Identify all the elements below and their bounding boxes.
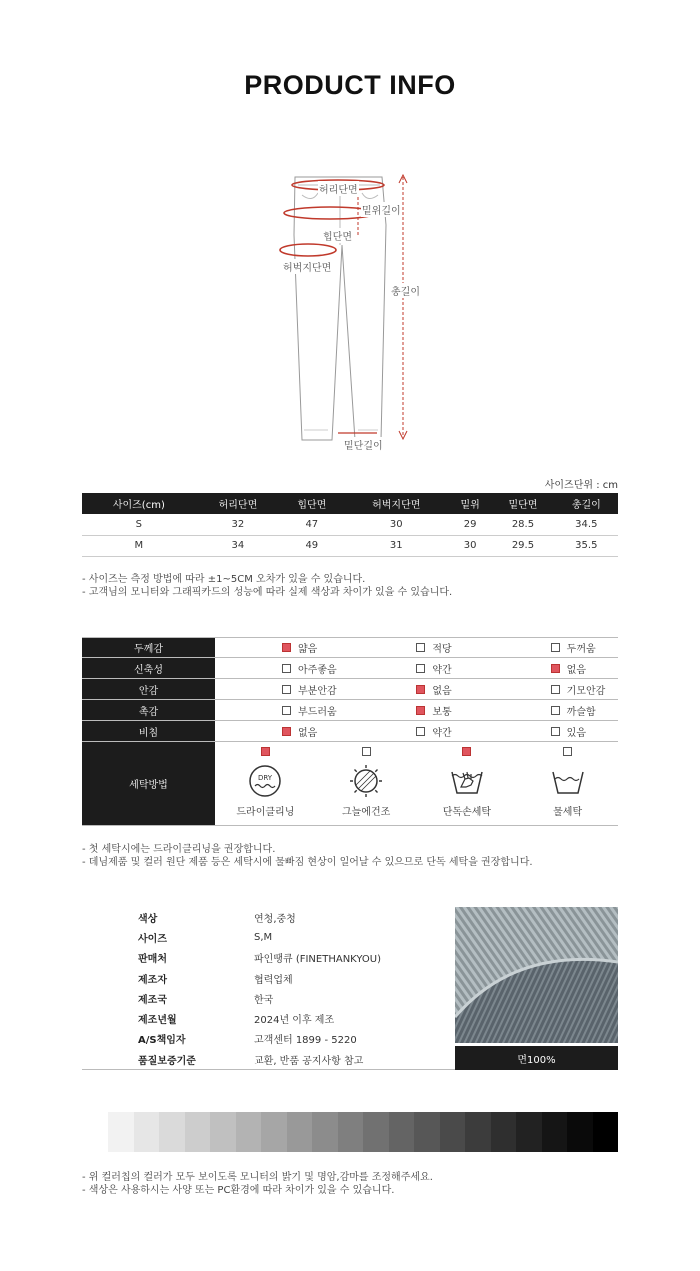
checkbox-icon — [261, 747, 270, 756]
feel-option — [215, 638, 349, 657]
spec-row — [82, 968, 455, 988]
option-label: 약간 — [432, 727, 452, 739]
feel-option — [349, 658, 483, 678]
note-line: - 첫 세탁시에는 드라이클리닝을 권장합니다. — [82, 844, 276, 855]
feel-label: 신축성 — [82, 658, 215, 678]
table-cell: 47 — [280, 514, 343, 535]
feel-option — [484, 679, 618, 699]
spec-row — [82, 948, 455, 968]
wash-option-label: 단독손세탁 — [442, 807, 492, 818]
checkbox-icon — [282, 685, 291, 694]
thigh-label: 허벅지단면 — [282, 259, 332, 274]
note-line: - 위 컬러칩의 컬러가 모두 보이도록 모니터의 밝기 및 명암,감마를 조정해주세요. — [82, 1172, 433, 1183]
option-label: 부드러움 — [298, 706, 337, 718]
wash-option — [517, 742, 618, 825]
wash-option — [215, 742, 316, 825]
checkbox-icon — [551, 706, 560, 715]
feel-row-sheerness — [82, 721, 618, 742]
color-chip — [593, 1112, 619, 1152]
color-chip — [491, 1112, 517, 1152]
spec-table — [82, 907, 455, 1070]
option-label: 까슬함 — [566, 706, 596, 718]
water-wash-icon — [550, 763, 586, 799]
rise-label: 밑위길이 — [361, 202, 402, 217]
spec-key: A/S책임자 — [138, 1035, 186, 1047]
table-cell: 34 — [196, 535, 280, 556]
waist-label: 허리단면 — [318, 181, 359, 196]
feel-row-lining — [82, 679, 618, 700]
table-cell: 49 — [280, 535, 343, 556]
table-cell: 30 — [343, 514, 449, 535]
option-label: 기모안감 — [566, 685, 606, 697]
table-cell: 34.5 — [555, 514, 618, 535]
color-chip — [134, 1112, 160, 1152]
length-label: 총길이 — [390, 283, 421, 298]
feel-option — [215, 679, 349, 699]
spec-key: 제조자 — [138, 974, 167, 986]
spec-value: 2024년 이후 제조 — [254, 1015, 335, 1027]
wash-label: 세탁방법 — [82, 742, 215, 825]
header-hem: 밑단면 — [491, 493, 554, 514]
table-row — [82, 514, 618, 535]
hem-label: 밑단길이 — [343, 437, 384, 452]
color-chip — [516, 1112, 542, 1152]
feel-option — [349, 638, 483, 657]
feel-row-stretch — [82, 658, 618, 679]
table-cell: 31 — [343, 535, 449, 556]
color-chip — [210, 1112, 236, 1152]
table-cell: 35.5 — [555, 535, 618, 556]
header-hip: 힙단면 — [280, 493, 343, 514]
table-cell: 32 — [196, 514, 280, 535]
color-chip — [312, 1112, 338, 1152]
option-label: 있음 — [566, 727, 586, 739]
feel-option — [349, 721, 483, 741]
option-label: 아주좋음 — [298, 664, 337, 676]
option-label: 없음 — [298, 727, 318, 739]
pants-illustration — [260, 165, 440, 465]
feel-label: 촉감 — [82, 700, 215, 720]
color-chip — [542, 1112, 568, 1152]
checkbox-icon — [416, 685, 425, 694]
header-size: 사이즈(cm) — [82, 493, 196, 514]
checkbox-icon — [282, 727, 291, 736]
option-label: 두꺼움 — [566, 644, 596, 655]
feel-label: 안감 — [82, 679, 215, 699]
spec-value: S,M — [254, 931, 273, 943]
feel-option — [349, 700, 483, 720]
note-line: - 데님제품 및 컬러 원단 제품 등은 세탁시에 물빠짐 현상이 일어날 수 있으므로 단독 세탁을 권장합니다. — [82, 857, 533, 868]
spec-key: 사이즈 — [138, 933, 167, 945]
spec-row — [82, 1008, 455, 1028]
option-label: 없음 — [432, 685, 452, 697]
spec-key: 제조국 — [138, 994, 167, 1006]
option-label: 약간 — [432, 664, 452, 676]
color-chip — [414, 1112, 440, 1152]
table-cell: S — [82, 514, 196, 535]
header-waist: 허리단면 — [196, 493, 280, 514]
color-chip — [389, 1112, 415, 1152]
note-line: - 고객님의 모니터와 그래픽카드의 성능에 따라 실제 색상과 차이가 있을 수 있습니다. — [82, 587, 453, 598]
wash-option — [417, 742, 518, 825]
feel-row-texture — [82, 700, 618, 721]
option-label: 부분안감 — [298, 685, 337, 697]
wash-option-label: 물세탁 — [553, 807, 583, 818]
color-chip — [108, 1112, 134, 1152]
fabric-swatch-image — [455, 907, 618, 1043]
spec-row — [82, 927, 455, 947]
color-chip — [567, 1112, 593, 1152]
table-cell: 30 — [449, 535, 491, 556]
table-row — [82, 535, 618, 556]
table-cell: 29 — [449, 514, 491, 535]
size-unit: 사이즈단위 : cm — [544, 480, 618, 491]
option-label: 없음 — [566, 664, 586, 676]
table-cell: 28.5 — [491, 514, 554, 535]
fabric-feel-table — [82, 637, 618, 826]
note-line: - 사이즈는 측정 방법에 따라 ±1~5CM 오차가 있을 수 있습니다. — [82, 574, 366, 585]
dry-clean-icon — [247, 763, 283, 799]
spec-row — [82, 1029, 455, 1049]
color-chip — [236, 1112, 262, 1152]
checkbox-icon — [551, 664, 560, 673]
shade-dry-icon — [348, 763, 384, 799]
spec-key: 품질보증기준 — [138, 1055, 196, 1067]
checkbox-icon — [551, 685, 560, 694]
size-notes — [82, 573, 452, 599]
spec-key: 판매처 — [138, 954, 167, 966]
spec-value: 고객센터 1899 - 5220 — [254, 1035, 357, 1047]
feel-option — [484, 638, 618, 657]
checkbox-icon — [282, 643, 291, 652]
spec-value: 연청,중청 — [254, 913, 296, 925]
header-rise: 밑위 — [449, 493, 491, 514]
spec-row — [82, 907, 455, 927]
spec-key: 색상 — [138, 913, 158, 925]
color-chip — [287, 1112, 313, 1152]
checkbox-icon — [462, 747, 471, 756]
measurement-diagram — [260, 165, 440, 465]
size-table — [82, 493, 618, 557]
color-notes — [82, 1171, 433, 1197]
color-chip — [440, 1112, 466, 1152]
note-line: - 색상은 사용하시는 사양 또는 PC환경에 따라 차이가 있을 수 있습니다. — [82, 1185, 395, 1196]
feel-option — [215, 700, 349, 720]
spec-key: 제조년월 — [138, 1015, 177, 1027]
page-title: PRODUCT INFO — [244, 70, 456, 100]
fabric-composition: 면100% — [455, 1046, 618, 1070]
table-cell: M — [82, 535, 196, 556]
feel-label: 두께감 — [82, 638, 215, 657]
color-chip — [185, 1112, 211, 1152]
wash-option-label: 그늘에건조 — [341, 807, 391, 818]
option-label: 얇음 — [298, 644, 318, 655]
feel-row-thickness — [82, 637, 618, 658]
grayscale-color-chip — [108, 1112, 618, 1152]
wash-option-label: 드라이클리닝 — [236, 807, 295, 818]
hand-wash-icon — [449, 763, 485, 799]
checkbox-icon — [563, 747, 572, 756]
hip-label: 힙단면 — [322, 228, 353, 243]
feel-option — [215, 658, 349, 678]
checkbox-icon — [551, 727, 560, 736]
product-spec — [82, 907, 618, 1070]
spec-row — [82, 1049, 455, 1069]
checkbox-icon — [416, 664, 425, 673]
dry-icon-text: DRY — [258, 774, 273, 782]
color-chip — [338, 1112, 364, 1152]
header-thigh: 허벅지단면 — [343, 493, 449, 514]
spec-value: 한국 — [254, 994, 274, 1006]
checkbox-icon — [362, 747, 371, 756]
color-chip — [363, 1112, 389, 1152]
color-chip — [261, 1112, 287, 1152]
header-length: 총길이 — [555, 493, 618, 514]
feel-option — [484, 658, 618, 678]
color-chip — [465, 1112, 491, 1152]
checkbox-icon — [551, 643, 560, 652]
size-table-header — [82, 493, 618, 514]
spec-value: 교환, 반품 공지사항 참고 — [254, 1055, 364, 1067]
feel-option — [215, 721, 349, 741]
checkbox-icon — [282, 706, 291, 715]
option-label: 적당 — [432, 644, 452, 655]
checkbox-icon — [282, 664, 291, 673]
checkbox-icon — [416, 643, 425, 652]
wash-notes — [82, 843, 533, 869]
table-cell: 29.5 — [491, 535, 554, 556]
color-chip — [159, 1112, 185, 1152]
checkbox-icon — [416, 727, 425, 736]
feel-option — [484, 700, 618, 720]
option-label: 보통 — [432, 706, 452, 718]
spec-row — [82, 988, 455, 1008]
wash-row — [82, 742, 618, 826]
wash-option — [316, 742, 417, 825]
spec-value: 협력업체 — [254, 974, 293, 986]
checkbox-icon — [416, 706, 425, 715]
feel-option — [484, 721, 618, 741]
spec-value: 파인땡큐 (FINETHANKYOU) — [254, 954, 382, 966]
feel-option — [349, 679, 483, 699]
feel-label: 비침 — [82, 721, 215, 741]
